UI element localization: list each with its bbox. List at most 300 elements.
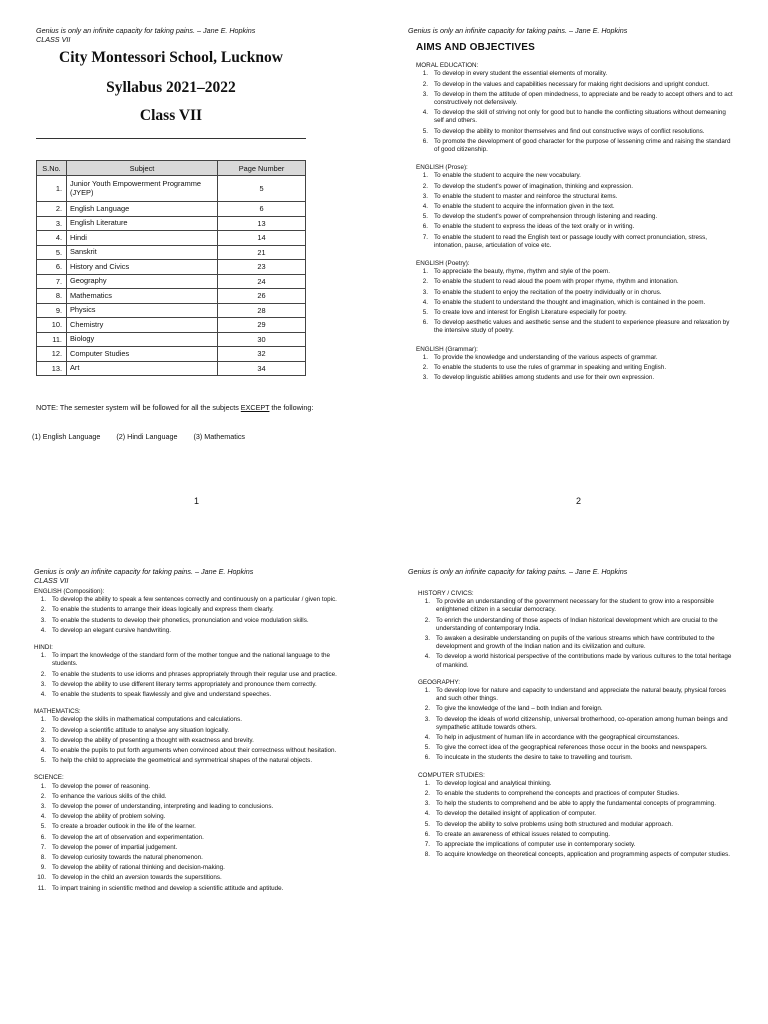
table-row xyxy=(37,231,306,246)
list-item xyxy=(418,800,738,808)
list-item xyxy=(418,821,738,829)
item-number: 2. xyxy=(422,80,428,88)
row-subject: Physics xyxy=(67,303,218,318)
page-3 xyxy=(0,512,384,1024)
list-item xyxy=(34,854,339,862)
row-sno: 11. xyxy=(37,332,67,347)
section-title: ENGLISH (Grammar): xyxy=(416,345,478,353)
item-text: To enable the students to speak flawlessly and give and understand speeches. xyxy=(52,691,272,699)
item-text: To enable the student to understand the thought and imagination, which is contained in the poem. xyxy=(434,298,706,306)
school-name: City Montessori School, Lucknow xyxy=(59,49,283,66)
item-number: 1. xyxy=(422,172,428,180)
item-number: 6. xyxy=(40,833,46,841)
item-text: To develop a world historical perspective of the contributions made by various cultures to the total heritage of mankind. xyxy=(436,653,732,669)
table-header-row xyxy=(37,161,306,176)
item-text: To awaken a desirable understanding on pupils of the various streams which have contributed to the development and growth of the Indian nation and its civilization and culture. xyxy=(436,635,715,651)
item-number: 4. xyxy=(422,298,428,306)
list-item xyxy=(34,823,339,831)
list-item xyxy=(418,744,738,752)
item-number: 3. xyxy=(422,288,428,296)
item-number: 3. xyxy=(40,680,46,688)
item-text: To develop in them the attitude of open mindedness, to appreciate and be ready to accept others and to act constructively not defensively. xyxy=(434,90,733,107)
item-number: 5. xyxy=(40,757,46,765)
item-number: 4. xyxy=(424,734,430,742)
section-title: ENGLISH (Poetry): xyxy=(416,260,470,268)
row-subject: Art xyxy=(67,361,218,376)
item-number: 3. xyxy=(424,800,430,808)
objective-section xyxy=(416,62,736,154)
list-item xyxy=(418,687,738,703)
item-text: To develop the ability to solve problems using both structured and modular approach. xyxy=(436,820,673,828)
item-number: 1. xyxy=(424,598,430,606)
list-item xyxy=(418,810,738,818)
item-text: To enable the students to use idioms and phrases appropriately through their regular use and practice. xyxy=(52,670,337,678)
list-item xyxy=(416,193,736,201)
list-item xyxy=(34,737,339,745)
item-number: 5. xyxy=(40,823,46,831)
row-page-number: 13 xyxy=(218,216,306,231)
row-sno: 4. xyxy=(37,231,67,246)
item-number: 4. xyxy=(422,203,428,211)
objective-list xyxy=(418,687,738,763)
item-number: 6. xyxy=(422,223,428,231)
objective-list xyxy=(34,596,339,635)
objective-section xyxy=(34,644,339,699)
item-text: To enable the student to master and reinforce the structural items. xyxy=(434,192,618,200)
objective-section xyxy=(416,346,736,383)
item-text: To develop the ability to monitor themselves and find out constructive ways of conflict resolutions. xyxy=(434,127,705,135)
syllabus-title: Syllabus 2021–2022 xyxy=(106,79,236,96)
item-number: 3. xyxy=(40,616,46,624)
item-text: To impart training in scientific method and develop a scientific attitude and aptitude. xyxy=(52,884,284,892)
item-number: 3. xyxy=(422,192,428,200)
row-sno: 9. xyxy=(37,303,67,318)
list-item xyxy=(34,844,339,852)
section-title: MORAL EDUCATION: xyxy=(416,62,479,70)
list-item xyxy=(34,834,339,842)
item-text: To develop the ability of presenting a thought with exactness and brevity. xyxy=(52,736,254,744)
item-number: 4. xyxy=(40,691,46,699)
item-number: 8. xyxy=(424,851,430,859)
page-1 xyxy=(0,0,384,512)
row-subject: Sanskrit xyxy=(67,245,218,260)
row-sno: 5. xyxy=(37,245,67,260)
item-number: 5. xyxy=(422,213,428,221)
row-subject: Junior Youth Empowerment Programme (JYEP) xyxy=(67,176,218,202)
item-text: To enable the students to comprehend the concepts and practices of computer Studies. xyxy=(436,790,680,798)
item-text: To enhance the various skills of the child. xyxy=(52,792,167,800)
objective-list xyxy=(418,598,738,670)
item-number: 3. xyxy=(424,635,430,643)
item-text: To provide an understanding of the government necessary for the student to grow into a responsible enlightened citizen in a secular democracy. xyxy=(436,598,714,614)
list-item xyxy=(34,793,339,801)
list-item xyxy=(418,653,738,669)
item-number: 11. xyxy=(37,884,46,892)
item-number: 1. xyxy=(40,596,46,604)
item-text: To develop love for nature and capacity to understand and appreciate the natural beauty, physical forces and such other things. xyxy=(436,687,727,703)
class-title: Class VII xyxy=(139,107,203,124)
list-item xyxy=(34,671,339,679)
class-tag: CLASS VII xyxy=(36,35,71,44)
list-item xyxy=(418,780,738,788)
item-text: To develop the ability of rational thinking and decision-making. xyxy=(52,864,225,872)
row-sno: 12. xyxy=(37,347,67,362)
row-subject: Chemistry xyxy=(67,318,218,333)
table-row xyxy=(37,318,306,333)
row-sno: 7. xyxy=(37,274,67,289)
item-number: 1. xyxy=(422,70,428,78)
item-number: 2. xyxy=(40,726,46,734)
item-number: 7. xyxy=(422,233,428,241)
item-text: To enable the student to acquire the information given in the text. xyxy=(434,203,615,211)
item-text: To develop the ability to speak a few sentences correctly and continuously on a particular / given topic. xyxy=(52,596,337,604)
item-number: 2. xyxy=(424,705,430,713)
objective-list xyxy=(416,268,736,335)
objective-section xyxy=(34,774,339,892)
item-text: To develop the ability to use different literary terms appropriately and pronounce them correctly. xyxy=(52,680,317,688)
item-text: To develop logical and analytical thinking. xyxy=(436,779,552,787)
item-text: To enrich the understanding of those aspects of Indian historical development which are crucial to the understanding of contemporary India. xyxy=(436,616,718,632)
item-number: 2. xyxy=(40,670,46,678)
list-item xyxy=(418,831,738,839)
item-number: 6. xyxy=(424,754,430,762)
list-item xyxy=(416,268,736,276)
note-prefix: NOTE: The semester system will be followed for all the subjects xyxy=(36,403,241,412)
list-item xyxy=(34,596,339,604)
objective-list xyxy=(34,716,339,765)
row-page-number: 24 xyxy=(218,274,306,289)
title-divider xyxy=(36,138,306,139)
section-title: ENGLISH (Composition): xyxy=(34,588,105,595)
section-title: HISTORY / CIVICS: xyxy=(418,590,474,597)
item-number: 4. xyxy=(422,109,428,117)
item-text: To develop an elegant cursive handwriting. xyxy=(52,626,172,634)
item-text: To impart the knowledge of the standard form of the mother tongue and the national language to the students. xyxy=(52,652,330,668)
item-number: 6. xyxy=(424,830,430,838)
section-title: HINDI: xyxy=(34,644,53,652)
item-number: 2. xyxy=(422,364,428,372)
item-text: To develop the power of impartial judgement. xyxy=(52,843,178,851)
list-item xyxy=(416,203,736,211)
row-page-number: 6 xyxy=(218,202,306,217)
row-page-number: 23 xyxy=(218,260,306,275)
item-number: 7. xyxy=(424,841,430,849)
section-title: ENGLISH (Prose): xyxy=(416,164,468,172)
item-number: 3. xyxy=(40,736,46,744)
table-row xyxy=(37,347,306,362)
exception-item: (3) Mathematics xyxy=(193,432,246,441)
row-sno: 8. xyxy=(37,289,67,304)
item-text: To help the students to comprehend and be able to apply the fundamental concepts of programming. xyxy=(436,800,717,808)
list-item xyxy=(418,617,738,633)
item-number: 5. xyxy=(424,744,430,752)
section-title: COMPUTER STUDIES: xyxy=(418,771,485,779)
page-2 xyxy=(384,0,768,512)
item-number: 1. xyxy=(40,782,46,790)
exception-item: (2) Hindi Language xyxy=(116,432,178,441)
page-2-content xyxy=(416,44,736,393)
item-number: 8. xyxy=(40,854,46,862)
page-4-content xyxy=(418,588,738,868)
objective-list xyxy=(418,780,738,860)
row-sno: 3. xyxy=(37,216,67,231)
row-sno: 13. xyxy=(37,361,67,376)
page-4 xyxy=(384,512,768,1024)
list-item xyxy=(416,289,736,297)
objective-section xyxy=(34,588,339,635)
list-item xyxy=(418,851,738,859)
table-row xyxy=(37,260,306,275)
item-number: 4. xyxy=(40,813,46,821)
objective-list xyxy=(416,354,736,383)
item-number: 2. xyxy=(422,182,428,190)
table-row xyxy=(37,274,306,289)
objective-section xyxy=(418,590,738,670)
objective-section xyxy=(418,772,738,860)
row-page-number: 32 xyxy=(218,347,306,362)
list-item xyxy=(416,354,736,362)
section-title: GEOGRAPHY: xyxy=(418,678,460,686)
list-item xyxy=(416,128,736,136)
list-item xyxy=(34,652,339,668)
list-item xyxy=(34,691,339,699)
row-sno: 2. xyxy=(37,202,67,217)
objective-list xyxy=(416,172,736,250)
item-number: 2. xyxy=(424,616,430,624)
list-item xyxy=(34,813,339,821)
section-title: SCIENCE: xyxy=(34,774,64,782)
row-sno: 10. xyxy=(37,318,67,333)
list-item xyxy=(416,138,736,154)
item-text: To promote the development of good character for the purpose of lessening crime and raising the standard of good citizenship. xyxy=(434,137,731,154)
list-item xyxy=(34,681,339,689)
table-row xyxy=(37,176,306,202)
list-item xyxy=(416,183,736,191)
row-sno: 6. xyxy=(37,260,67,275)
note-except: EXCEPT xyxy=(240,403,270,412)
item-text: To develop in the child an aversion towards the superstitions. xyxy=(52,874,222,882)
row-page-number: 30 xyxy=(218,332,306,347)
item-text: To develop the student's power of comprehension through listening and reading. xyxy=(434,213,658,221)
item-text: To develop the skills in mathematical computations and calculations. xyxy=(52,716,243,724)
row-page-number: 34 xyxy=(218,361,306,376)
row-page-number: 28 xyxy=(218,303,306,318)
list-item xyxy=(418,734,738,742)
objective-list xyxy=(416,70,736,154)
item-text: To enable the students to arrange their ideas logically and express them clearly. xyxy=(52,606,274,614)
item-number: 2. xyxy=(422,278,428,286)
row-subject: Computer Studies xyxy=(67,347,218,362)
header-quote: Genius is only an infinite capacity for taking pains. – Jane E. Hopkins xyxy=(34,567,254,576)
item-number: 3. xyxy=(40,803,46,811)
item-number: 6. xyxy=(422,319,428,327)
list-item xyxy=(416,81,736,89)
item-number: 3. xyxy=(424,715,430,723)
class-tag: CLASS VII xyxy=(34,576,69,585)
header-quote: Genius is only an infinite capacity for taking pains. – Jane E. Hopkins xyxy=(36,26,256,35)
list-item xyxy=(416,213,736,221)
list-item xyxy=(416,309,736,317)
objective-list xyxy=(34,652,339,699)
row-page-number: 14 xyxy=(218,231,306,246)
row-subject: English Literature xyxy=(67,216,218,231)
list-item xyxy=(34,874,339,882)
item-number: 1. xyxy=(424,687,430,695)
item-number: 5. xyxy=(422,309,428,317)
page-number: 2 xyxy=(576,496,582,506)
exception-item: (1) English Language xyxy=(32,432,101,441)
item-text: To develop the detailed insight of application of computer. xyxy=(436,810,596,818)
header-quote: Genius is only an infinite capacity for taking pains. – Jane E. Hopkins xyxy=(408,567,628,576)
list-item xyxy=(418,705,738,713)
header-page-number: Page Number xyxy=(218,161,306,176)
item-number: 1. xyxy=(424,779,430,787)
list-item xyxy=(418,716,738,732)
list-item xyxy=(416,223,736,231)
item-number: 1. xyxy=(40,716,46,724)
list-item xyxy=(34,617,339,625)
item-number: 1. xyxy=(422,268,428,276)
objective-list xyxy=(34,783,339,893)
item-text: To create an awareness of ethical issues related to computing. xyxy=(436,830,610,838)
item-text: To develop in every student the essential elements of morality. xyxy=(434,70,608,78)
list-item xyxy=(34,885,339,893)
item-number: 4. xyxy=(40,747,46,755)
list-item xyxy=(34,757,339,765)
row-page-number: 5 xyxy=(218,176,306,202)
item-text: To develop the ideals of world citizenship, universal brotherhood, co-operation among human beings and sympathetic attitude towards others. xyxy=(436,715,728,731)
item-text: To enable the students to use the rules of grammar in speaking and writing English. xyxy=(434,364,667,372)
header-sno: S.No. xyxy=(37,161,67,176)
item-text: To develop in the values and capabilities necessary for making right decisions and upright conduct. xyxy=(434,80,710,88)
item-number: 10. xyxy=(37,874,46,882)
row-subject: Geography xyxy=(67,274,218,289)
item-text: To enable the pupils to put forth arguments when convinced about their correctness without hesitation. xyxy=(52,747,337,755)
item-text: To help the child to appreciate the geometrical and symmetrical shapes of the natural objects. xyxy=(52,757,313,765)
row-sno: 1. xyxy=(37,176,67,202)
item-number: 5. xyxy=(424,820,430,828)
row-subject: English Language xyxy=(67,202,218,217)
row-subject: History and Civics xyxy=(67,260,218,275)
exception-list xyxy=(32,432,259,441)
list-item xyxy=(416,278,736,286)
item-text: To enable the student to read aloud the poem with proper rhyme, rhythm and intonation. xyxy=(434,278,679,286)
item-number: 1. xyxy=(40,652,46,660)
item-number: 4. xyxy=(424,653,430,661)
list-item xyxy=(418,754,738,762)
objective-section xyxy=(418,679,738,763)
header-quote: Genius is only an infinite capacity for taking pains. – Jane E. Hopkins xyxy=(408,26,628,35)
row-page-number: 29 xyxy=(218,318,306,333)
list-item xyxy=(418,598,738,614)
item-number: 2. xyxy=(40,792,46,800)
list-item xyxy=(34,606,339,614)
list-item xyxy=(34,747,339,755)
item-text: To develop a scientific attitude to analyse any situation logically. xyxy=(52,726,229,734)
item-text: To develop the power of understanding, interpreting and leading to conclusions. xyxy=(52,803,274,811)
list-item xyxy=(418,635,738,651)
item-number: 4. xyxy=(40,626,46,634)
table-row xyxy=(37,245,306,260)
row-subject: Mathematics xyxy=(67,289,218,304)
table-row xyxy=(37,332,306,347)
item-text: To develop the student's power of imagination, thinking and expression. xyxy=(434,182,633,190)
list-item xyxy=(34,864,339,872)
item-number: 2. xyxy=(424,790,430,798)
item-number: 3. xyxy=(422,374,428,382)
header-subject: Subject xyxy=(67,161,218,176)
item-number: 6. xyxy=(422,137,428,145)
semester-note xyxy=(36,403,316,412)
item-text: To enable the student to acquire the new vocabulary. xyxy=(434,172,581,180)
item-number: 5. xyxy=(422,127,428,135)
item-number: 9. xyxy=(40,864,46,872)
item-text: To create love and interest for English Literature especially for poetry. xyxy=(434,309,627,317)
item-text: To develop aesthetic values and aesthetic sense and the student to experience pleasure and relaxation by the intensive study of poetry. xyxy=(434,319,730,335)
list-item xyxy=(418,841,738,849)
list-item xyxy=(416,91,736,107)
list-item xyxy=(34,727,339,735)
item-text: To appreciate the implications of computer use in contemporary society. xyxy=(436,841,636,849)
item-text: To help in adjustment of human life in accordance with the geographical circumstances. xyxy=(436,734,680,742)
item-text: To give the knowledge of the land – both Indian and foreign. xyxy=(436,705,603,713)
item-text: To create a broader outlook in the life of the learner. xyxy=(52,823,196,831)
item-number: 7. xyxy=(40,843,46,851)
item-number: 3. xyxy=(422,90,428,98)
item-text: To enable the students to develop their phonetics, pronunciation and voice modulation skills. xyxy=(52,616,309,624)
item-text: To develop the art of observation and experimentation. xyxy=(52,833,204,841)
item-number: 1. xyxy=(422,353,428,361)
row-page-number: 26 xyxy=(218,289,306,304)
table-row xyxy=(37,216,306,231)
list-item xyxy=(34,803,339,811)
list-item xyxy=(416,364,736,372)
objective-section xyxy=(416,260,736,336)
objective-section xyxy=(34,708,339,765)
objective-section xyxy=(416,164,736,250)
list-item xyxy=(34,627,339,635)
list-item xyxy=(416,319,736,335)
item-text: To develop the power of reasoning. xyxy=(52,782,151,790)
item-text: To appreciate the beauty, rhyme, rhythm and style of the poem. xyxy=(434,268,610,276)
item-text: To enable the student to read the English text or passage loudly with correct pronunciation, stress, intonation, pause, articulation of voice etc. xyxy=(434,233,708,249)
table-row xyxy=(37,361,306,376)
aims-heading: AIMS AND OBJECTIVES xyxy=(416,42,536,53)
item-text: To inculcate in the students the desire to take to travelling and tourism. xyxy=(436,754,633,762)
page-3-content xyxy=(34,586,339,902)
item-text: To develop linguistic abilities among students and use for their own expression. xyxy=(434,374,655,382)
list-item xyxy=(418,790,738,798)
list-item xyxy=(34,783,339,791)
item-text: To develop the skill of striving not only for good but to handle the conflicting situations without demeaning self and others. xyxy=(434,109,726,125)
item-text: To give the correct idea of the geographical references those occur in the books and newspapers. xyxy=(436,744,708,752)
note-suffix: the following: xyxy=(269,403,314,412)
item-text: To provide the knowledge and understanding of the various aspects of grammar. xyxy=(434,353,658,361)
item-text: To acquire knowledge on theoretical concepts, application and programming aspects of computer studies. xyxy=(436,851,731,859)
list-item xyxy=(416,234,736,250)
list-item xyxy=(416,374,736,382)
page-number: 1 xyxy=(194,496,200,506)
list-item xyxy=(416,109,736,125)
list-item xyxy=(416,70,736,78)
list-item xyxy=(416,172,736,180)
table-row xyxy=(37,289,306,304)
list-item xyxy=(34,716,339,724)
item-text: To develop curiosity towards the natural phenomenon. xyxy=(52,854,203,862)
subject-index-table xyxy=(36,160,306,376)
row-page-number: 21 xyxy=(218,245,306,260)
item-number: 4. xyxy=(424,810,430,818)
